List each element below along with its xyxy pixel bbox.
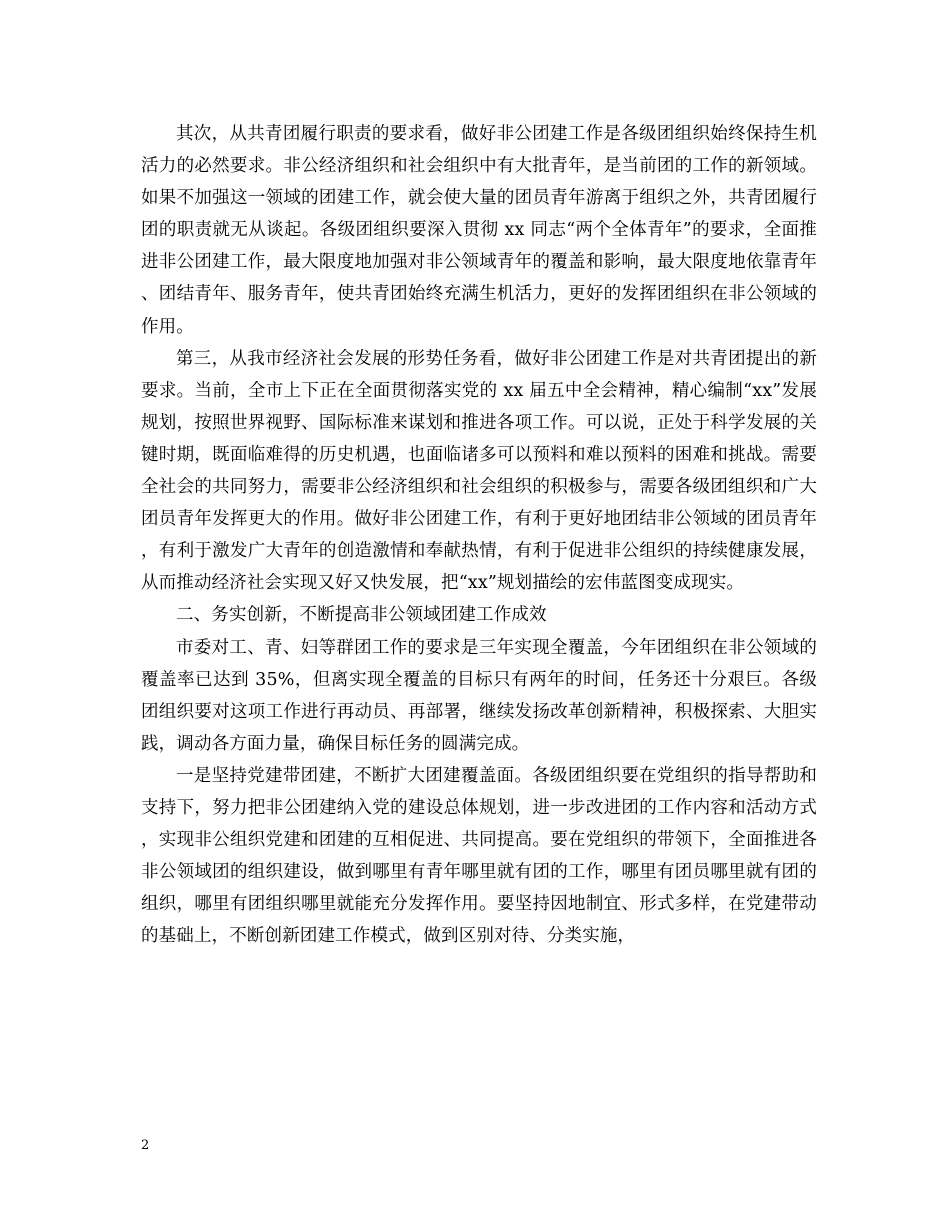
paragraph-party-building: 一是坚持党建带团建，不断扩大团建覆盖面。各级团组织要在党组织的指导帮助和支持下，努力把非公团建纳入党的建设总体规划，进一步改进团的工作内容和活动方式，实现非公组织党建和团建的互相促进、共同提高。要在党组织的带领下，全面推进各非公领域团的组织建设，做到哪里有青年哪里就有团的工作，哪里有团员哪里就有团的组织，哪里有团组织哪里就能充分发挥作用。要坚持因地制宜、形式多样，在党建带动的基础上，不断创新团建工作模式，做到区别对待、分类实施， (141, 765, 817, 947)
paragraph-2nd-reason: 其次，从共青团履行职责的要求看，做好非公团建工作是各级团组织始终保持生机活力的必然要求。非公经济组织和社会组织中有大批青年，是当前团的工作的新领域。如果不加强这一领域的团建工作，就会使大量的团员青年游离于组织之外，共青团履行团的职责就无从谈起。各级团组织要深入贯彻 xx 同志“两个全体青年”的要求，全面推进非公团建工作，最大限度地加强对非公领域青年的覆盖和影响，最大限度地依靠青年、团结青年、服务青年，使共青团始终充满生机活力，更好的发挥团组织在非公领域的作用。 (141, 124, 817, 337)
paragraph-3rd-reason: 第三，从我市经济社会发展的形势任务看，做好非公团建工作是对共青团提出的新要求。当前，全市上下正在全面贯彻落实党的 xx 届五中全会精神，精心编制“xx”发展规划，按照世界视野、国际标准来谋划和推进各项工作。可以说，正处于科学发展的关键时期，既面临难得的历史机遇，也面临诸多可以预料和难以预料的困难和挑战。需要全社会的共同努力，需要非公经济组织和社会组织的积极参与，需要各级团组织和广大团员青年发挥更大的作用。做好非公团建工作，有利于更好地团结非公领域的团员青年，有利于激发广大青年的创造激情和奉献热情，有利于促进非公组织的持续健康发展，从而推动经济社会实现又好又快发展，把“xx”规划描绘的宏伟蓝图变成现实。 (141, 348, 817, 594)
page-number: 2 (141, 1138, 150, 1153)
document-body (141, 118, 817, 952)
paragraph-coverage-goal: 市委对工、青、妇等群团工作的要求是三年实现全覆盖，今年团组织在非公领域的覆盖率已达到 35%，但离实现全覆盖的目标只有两年的时间，任务还十分艰巨。各级团组织要对这项工作进行再动员、再部署，继续发扬改革创新精神，积极探索、大胆实践，调动各方面力量，确保目标任务的圆满完成。 (141, 637, 817, 754)
section-heading: 二、务实创新，不断提高非公领域团建工作成效 (176, 605, 547, 626)
